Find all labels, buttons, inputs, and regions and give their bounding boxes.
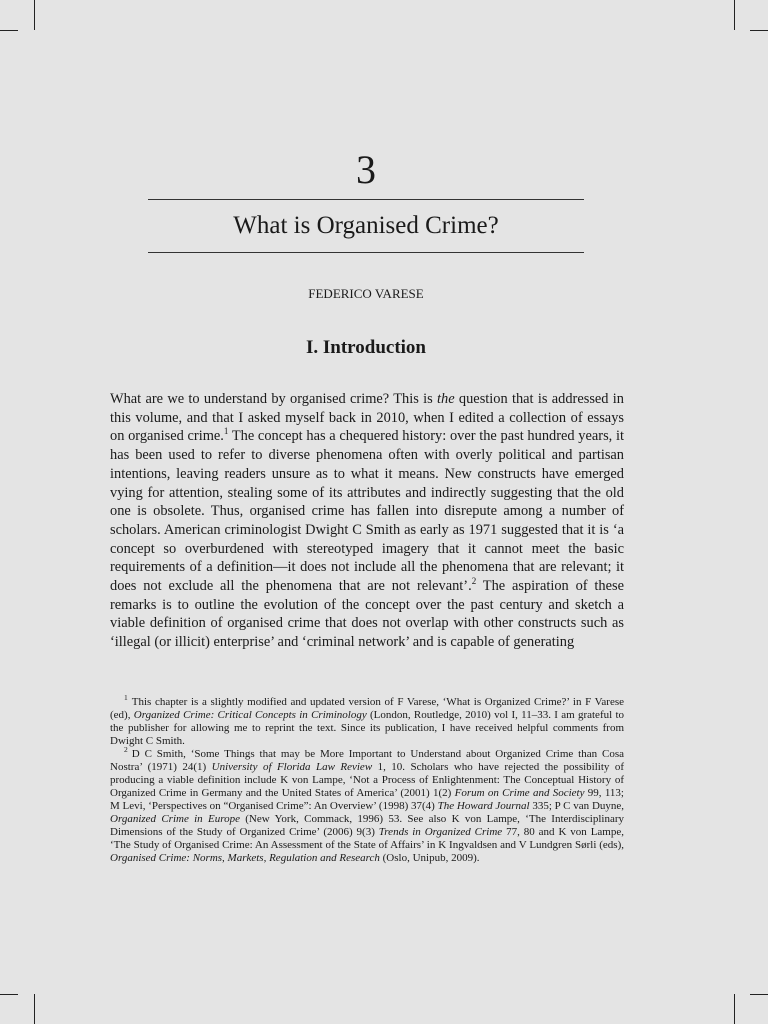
crop-mark-top-right [734,0,735,30]
section-heading: I. Introduction [305,337,426,358]
crop-mark-bottom-left [34,994,35,1024]
body-text-span: question that is addressed in this volume, and that I asked myself back in 2010, when I edited a collection of essays on organised crime. [110,391,624,445]
crop-mark-bottom-right [734,994,735,1024]
body-text-span: The aspiration of these remarks is to outline the evolution of the concept over the past century and sketch a viable definition of organised crime that does not overlap with other constructs such as ‘illegal (or illicit) enterprise’ and ‘criminal network’ and is capable of generating [110,578,624,651]
footnote-marker: 2 [124,745,128,755]
body-paragraph [110,390,624,652]
footnote-italic: Organized Crime: Critical Concepts in Criminology [133,709,367,721]
chapter-number: 3 [356,147,376,192]
footnote-text: D C Smith, ‘Some Things that may be More Important to Understand about Organized Crime than Cosa Nostra’ (1971) 24(1) [110,748,624,773]
footnote-italic: University of Florida Law Review [211,761,373,773]
body-text-span: What are we to understand by organised crime? This is [110,391,438,407]
footnote-text: 335; P C van Duyne, [529,800,625,812]
footnotes [110,693,625,865]
footnote-text: 1, 10. Scholars who have rejected the possibility of producing a viable definition include K von Lampe, ‘Not a Process of Enlightenment: The Conceptual History of Organized Crime in Germany and the United States of America’ (2001) 1(2) [110,761,625,799]
footnote-italic: The Howard Journal [437,800,530,812]
footnote-marker: 1 [124,693,128,703]
footnote-1 [110,693,625,748]
footnote-ref-1[interactable]: 1 [223,426,229,437]
footnote-text: 99, 113; M Levi, ‘Perspectives on “Organised Crime”: An Overview’ (1998) 37(4) [110,787,624,812]
footnote-text: (New York, Commack, 1996) 53. See also K von Lampe, ‘The Interdisciplinary Dimensions of the Study of Organized Crime’ (2006) 9(3) [110,813,624,838]
crop-mark-bottom-left [0,994,18,995]
chapter-title: What is Organised Crime? [233,212,499,239]
footnote-text: (Oslo, Unipub, 2009). [379,852,480,864]
footnote-2 [110,745,625,865]
chapter-author: FEDERICO VARESE [308,286,424,301]
footnote-text: This chapter is a slightly modified and updated version of F Varese, ‘What is Organized Crime?’ in F Varese (ed), [110,696,624,721]
footnote-italic: Organised Crime: Norms, Markets, Regulation and Research [110,852,380,864]
footnote-text: 77, 80 and K von Lampe, ‘The Study of Organised Crime: An Assessment of the State of Affairs’ in K Ingvaldsen and V Lundgren Sørli (eds), [110,826,624,851]
body-italic-the: the [437,391,455,407]
footnote-italic: Forum on Crime and Society [454,787,585,799]
crop-mark-top-left [0,30,18,31]
footnote-text: (London, Routledge, 2010) vol I, 11–33. I am grateful to the publisher for allowing me to reprint the text. Since its publication, I have received helpful comments from Dwight C Smith. [110,709,625,747]
crop-mark-top-left [34,0,35,30]
crop-mark-bottom-right [750,994,768,995]
footnote-ref-2[interactable]: 2 [471,576,477,587]
title-rule-bottom [148,252,584,253]
crop-mark-top-right [750,30,768,31]
body-text-span: The concept has a chequered history: over the past hundred years, it has been used to refer to diverse phenomena often with overly political and partisan intentions, leaving readers unsure as to what it means. New constructs have emerged vying for attention, stealing some of its attributes and indirectly suggesting that the old one is obsolete. Thus, organised crime has fallen into disrepute among a number of scholars. American criminologist Dwight C Smith as early as 1971 suggested that it is ‘a concept so overburdened with stereotyped imagery that it cannot meet the basic requirements of a definition—it does not include all the phenomena that are relevant; it does not exclude all the phenomena that are not relevant’. [110,428,624,595]
footnote-italic: Organized Crime in Europe [110,813,240,825]
footnote-italic: Trends in Organized Crime [378,826,503,838]
title-rule-top [148,199,584,200]
